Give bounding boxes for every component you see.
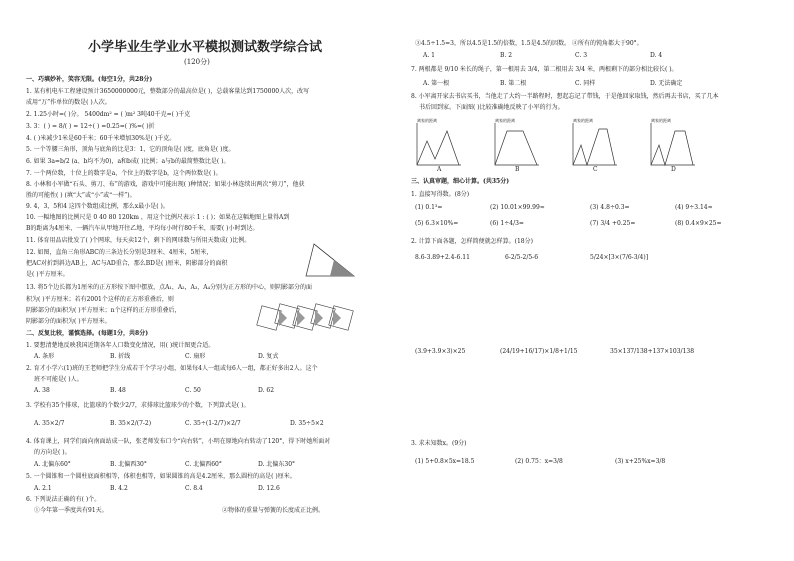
choice-q2: 2. 育才小学六(1)班的王老师把学生分成若干个学习小组，如果每4人一组或每6人一组，都正好多出2人。这个 — [26, 365, 318, 372]
choice-option: C. 北偏西60° — [185, 461, 222, 468]
graph-axis-label: 离家的距离 — [417, 118, 437, 123]
choice-q5: 5. 一个圆锥和一个圆柱底面积相等，体积也相等，如果圆锥的高是4.2厘米，那么圆柱的高是( )厘米。 — [26, 473, 296, 480]
choice-option: B. 折线 — [110, 353, 131, 360]
choice-q1: 1. 要想清楚地反映我国近期各年人口数变化情况，用( )统计图更合适。 — [26, 342, 215, 349]
choice-q4: 4. 体育课上，同学们面向南面站成一队，张老师发布口令“向右转”，小明在原地向右转动了120°，得下时她所面对 — [26, 438, 331, 445]
choice-option: A. 第一根 — [423, 80, 450, 87]
choice-option: B. 48 — [110, 387, 126, 394]
graph-b — [493, 121, 541, 167]
q13-line: 13. 将5个边长都为1厘米的正方形按下图中摆放，点A₁，A₂，A₃，A₄分别为正方形的中心，则阴影部分的面 — [26, 284, 313, 291]
choice-q6-statement: ③4.5÷1.5=3，所以4.5是1.5的倍数，1.5是4.5的因数。 ④所有的钝角都大于90°。 — [415, 40, 643, 47]
choice-option: B. 第二根 — [500, 80, 527, 87]
q13-line: 阴影部分的面积为( )平方厘米；n个这样的正方形重叠后， — [26, 307, 181, 314]
choice-option: A. 1 — [423, 52, 435, 59]
q7-line: 7. 一个两位数，十位上的数字是a，个位上的数字是b，这个两位数是( )。 — [26, 170, 222, 177]
calc-problem: 35×137/138+137×103/138 — [610, 348, 695, 355]
choice-option: B. 2 — [500, 52, 513, 59]
mental-calc-item: (4) 9÷3.14≈ — [675, 204, 713, 211]
graph-c — [571, 121, 619, 167]
choice-option: C. 35÷(1-2/7)×2/7 — [185, 420, 241, 427]
choice-option: D. 复式 — [258, 353, 279, 360]
choice-option: D. 62 — [258, 387, 275, 394]
graph-option-label: A — [437, 166, 442, 173]
q12-line: 把AC对折到斜边AB上，AC与AD重合，那么BD是( )厘米，阴影部分的面积 — [26, 260, 228, 267]
calc-heading: 1. 直接写得数。(8分) — [411, 191, 470, 198]
equation-item: (1) 5+0.8×5x=18.5 — [415, 458, 475, 465]
choice-option: A. 38 — [34, 387, 50, 394]
graph-d — [649, 121, 697, 167]
graph-axis-label: 离家的距离 — [495, 118, 515, 123]
graph-option-label: D — [671, 166, 676, 173]
choice-option: D. 35÷5×2 — [290, 420, 324, 427]
choice-q3: 3. 学校有35个排球，比篮球的个数少2/7，求排球比篮球少的个数，下列算式是( )。 — [26, 402, 250, 409]
choice-option: C. 扇形 — [185, 353, 206, 360]
mental-calc-item: (6) 1÷4/3= — [490, 220, 524, 227]
mental-calc-item: (1) 0.1³= — [415, 204, 443, 211]
choice-q8: 书后回到家。下面图( )比较准确地反映了小军的行为。 — [419, 104, 564, 111]
choice-option: A. 条形 — [34, 353, 55, 360]
q8-line: 8. 小林和小军做“石头、剪刀、布”的游戏，游戏中可能出现( )种情况；如果小林连续出两次“剪刀”，他获 — [26, 181, 305, 188]
choice-option: B. 北偏西30° — [110, 461, 147, 468]
choice-option: C. 同样 — [575, 80, 596, 87]
q6-line: 6. 如果 3a=b/2 (a、b均不为0)，a和b成( )比例；a与b的最简整数比是( )。 — [26, 158, 230, 165]
q5-line: 5. 一个等腰三角形，顶角与底角的比是3：1，它的顶角是( )度，底角是( )度。 — [26, 146, 235, 153]
calc-problem: 8.6-3.89+2.4-6.11 — [415, 254, 470, 261]
q3-line: 3. 3：( ) = 8/( ) = 12÷( ) =0.25=( )%=( )折 — [26, 123, 155, 130]
graph-axis-label: 离家的距离 — [573, 118, 593, 123]
choice-q2: 班不可能是( )人。 — [34, 376, 83, 383]
q4-line: 4. ( )米减少1米是60千米；60千米增加30%是( )千克。 — [26, 135, 176, 142]
page-title: 小学毕业生学业水平模拟测试数学综合试 — [88, 40, 323, 55]
choice-option: A. 2.1 — [34, 485, 52, 492]
choice-q6: 6. 下列说法正确的有( )个。 — [26, 496, 101, 503]
graph-option-label: B — [515, 166, 520, 173]
q10-line: B的距离为4厘米，一辆汽车从甲地开往乙地，平均每小时行80千米，需要( )小时到达。 — [26, 225, 259, 232]
choice-q6-statement: ①今年第一季度共有91天。 — [34, 507, 108, 514]
mental-calc-item: (7) 3/4 +0.25= — [590, 220, 636, 227]
choice-option: D. 无法确定 — [650, 80, 683, 87]
section-2-heading: 二、反复比较，谨慎选择。(每题1分，共8分) — [26, 330, 149, 337]
choice-option: D. 4 — [650, 52, 663, 59]
choice-option: A. 35×2/7 — [34, 420, 65, 427]
graph-axis-label: 离家的距离 — [651, 118, 671, 123]
graph-a — [415, 121, 463, 167]
calc-problem: 5/24×[3×(7/6-3/4)] — [590, 254, 649, 261]
q13-line: 积为( )平方厘米；若有2001个这样的正方形重叠后，则 — [26, 296, 174, 303]
triangle-figure — [300, 240, 360, 280]
equation-item: (2) 0.75：x=3/8 — [515, 458, 563, 465]
q2-line: 2. 1.25小时=( )分。 5400dm² = ( )m² 3吨40千克=( )千克 — [26, 111, 191, 118]
choice-q8: 8. 小军离开家去书店买书，当他走了大约一半路程时，想起忘记了带钱，于是他回家取钱，然后再去书店，买了几本 — [411, 93, 719, 100]
q9-line: 9. 4，3，5和4 这四个数组成比例，那么x最小是( )。 — [26, 203, 169, 210]
mental-calc-item: (8) 0.4×9×25= — [675, 220, 722, 227]
q11-line: 11. 体育用品店批发了( )个网球，每天卖12个，剩下的网球数与所用天数成( )比例。 — [26, 237, 251, 244]
calc-problem: (24/19+16/17)×1/8+1/15 — [500, 348, 578, 355]
mental-calc-item: (5) 6.3×10%= — [415, 220, 459, 227]
q1-line: 成用“万”作单位的数是( )人次。 — [26, 99, 111, 106]
choice-option: B. 35×2/(7-2) — [110, 420, 152, 427]
mental-calc-item: (2) 10.01×99.99≈ — [490, 204, 545, 211]
graph-option-label: C — [593, 166, 598, 173]
choice-q4: 的方向是( )。 — [34, 449, 71, 456]
choice-option: A. 北偏东60° — [34, 461, 71, 468]
mental-calc-item: (3) 4.8÷0.3= — [590, 204, 630, 211]
q12-line: 12. 如图，直角三角形ABC的三条边长分别是3厘米、4厘米，5厘米， — [26, 249, 213, 256]
equation-item: (3) x+25%x=3/8 — [615, 458, 666, 465]
choice-option: C. 8.4 — [185, 485, 203, 492]
calc-heading: 2. 计算下面各题，怎样简便就怎样算。(18分) — [411, 238, 533, 245]
calc-heading: 3. 求未知数x。(9分) — [411, 440, 467, 447]
q13-line: 阴影部分的面积为( )平方厘米。 — [26, 318, 111, 325]
choice-q6-statement: ②物体的重量与弹簧的长度成正比例。 — [222, 507, 325, 514]
q12-line: 是( )平方厘米。 — [26, 271, 69, 278]
q1-line: 1. 某有机电车工程建设预计3650000000元，整数部分的最高位是( )，总载客量达到1750000人次，改写 — [26, 88, 310, 95]
choice-option: D. 北偏东30° — [258, 461, 296, 468]
q8-line: 胜的可能性( ) (填“大”或“小”或“一样”)。 — [26, 192, 136, 199]
section-1-heading: 一、巧填妙补，笑容无限。(每空1分，共28分) — [26, 76, 153, 83]
choice-option: C. 3 — [575, 52, 588, 59]
calc-problem: (3.9+3.9×3)×25 — [415, 348, 466, 355]
q10-line: 10. 一幅地图的比例尺是 0 40 80 120km ，用这个比例尺表示 1 : ( )；如果在这幅地图上量得A到 — [26, 214, 290, 221]
total-score: (120分) — [184, 58, 210, 66]
choice-option: B. 4.2 — [110, 485, 128, 492]
squares-figure — [255, 302, 365, 332]
choice-q7: 7. 两根都是 9/10 米长的绳子，第一根用去 3/4，第二根用去 3/4 米，两根剩下的部分相比较长( )。 — [411, 66, 678, 73]
calc-problem: 6-2/5-2/5-6 — [505, 254, 539, 261]
section-3-heading: 三、认真审题，细心计算。(共35分) — [411, 178, 510, 185]
choice-option: C. 50 — [185, 387, 201, 394]
choice-option: D. 12.6 — [258, 485, 280, 492]
